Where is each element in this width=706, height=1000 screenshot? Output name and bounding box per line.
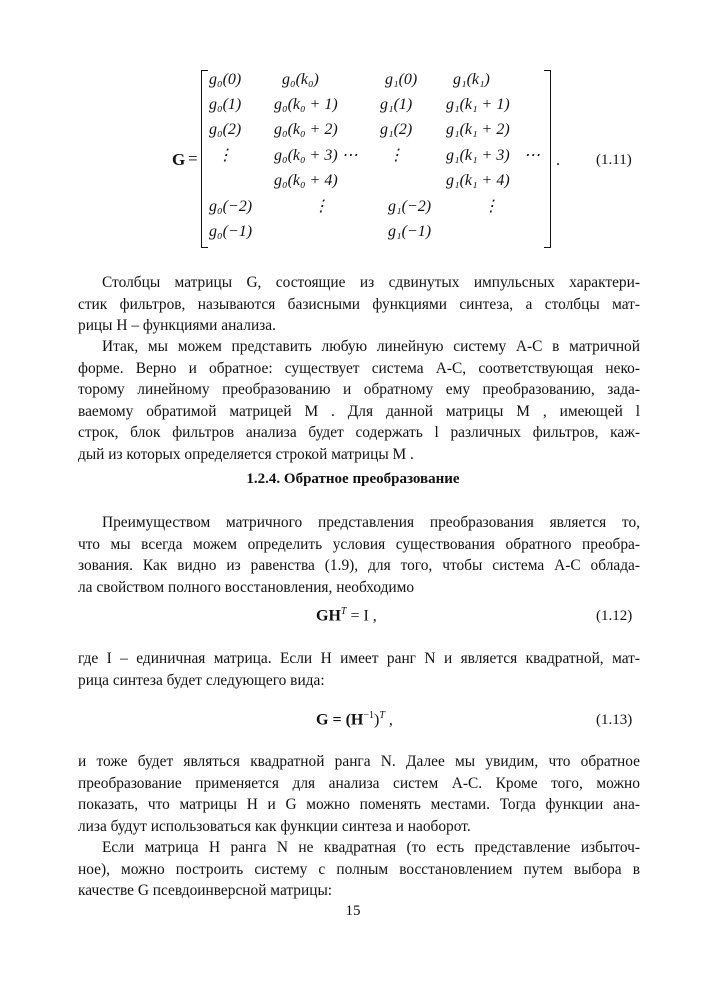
paragraph-square-rank (78, 751, 640, 837)
matrix-cell: g₁(k₁ + 2) (446, 121, 510, 138)
matrix-cell: g₀(1) (209, 96, 242, 113)
text-line: рица синтеза будет следующего вида: (78, 671, 325, 689)
matrix-cell: ⋮ (313, 198, 329, 215)
matrix-end-dot: . (556, 152, 560, 169)
text-line: стик фильтров, называются базисными функциями синтеза, а столбцы мат- (78, 295, 640, 313)
eq-mid: ) (373, 711, 380, 729)
text-line: ла свойством полного восстановления, необходимо (78, 578, 415, 596)
text-line: качестве G псевдоинверсной матрицы: (78, 882, 333, 899)
matrix-cell: g₁(−1) (388, 223, 432, 240)
section-heading: 1.2.4. Обратное преобразование (246, 471, 460, 487)
matrix-cell: g₁(−2) (388, 198, 432, 215)
eq-lhs: G = (H (316, 711, 364, 729)
matrix-cell: g₀(k₀ + 4) (274, 172, 338, 189)
matrix-cell: g₀(−2) (209, 198, 253, 215)
text-line: лиза будут использоваться как функции синтеза и наоборот. (78, 817, 471, 835)
eq-tail: , (384, 711, 393, 729)
text-line: дый из которых определяется строкой матрицы M . (78, 445, 414, 463)
matrix-cell: g₁(0) (385, 71, 418, 88)
text-line: Итак, мы можем представить любую линейную систему А-С в матричной (102, 338, 640, 355)
text-line: показать, что матрицы H и G можно поменять местами. Тогда функции ана- (78, 796, 640, 813)
text-line: ное), можно построить систему с полным восстановлением путем выбора в (78, 860, 640, 878)
eq-lhs: GH (316, 607, 341, 625)
matrix-cell: g₁(2) (380, 121, 413, 138)
text-line: Преимуществом матричного представления преобразования является то, (102, 514, 640, 531)
matrix-cell: g₁(k₁ + 4) (446, 172, 510, 189)
eq-superscript: −1 (363, 710, 374, 721)
text-line: торому линейному преобразованию и обратному ему преобразованию, зада- (78, 381, 640, 398)
text-line: что мы всегда можем определить условия существования обратного преобра- (78, 535, 640, 553)
eq-superscript: T (379, 710, 385, 721)
matrix-cell: ⋮ (483, 198, 499, 215)
page-number: 15 (345, 903, 361, 919)
text-line: и тоже будет являться квадратной ранга N. Далее мы увидим, что обратное (78, 753, 640, 770)
matrix-cell: g₀(k₀ + 1) (274, 96, 338, 113)
eq-superscript: T (340, 606, 347, 617)
matrix-cell: g₀(k₀ + 3) ⋯ (274, 147, 358, 164)
matrix-cell: g₀(k₀ + 2) (274, 121, 338, 138)
matrix-cell: ⋯ (524, 147, 540, 164)
matrix-lhs: G (172, 150, 186, 169)
matrix-cell: g₀(0) (209, 71, 242, 88)
text-line: где I – единичная матрица. Если H имеет ранг N и является квадратной, мат- (78, 650, 640, 667)
matrix-cell: g₀(−1) (209, 223, 253, 240)
matrix-cell: g₁(k₁) (453, 71, 490, 88)
equals-sign: = (188, 149, 198, 168)
matrix-cell: g₁(1) (380, 96, 413, 113)
paragraph-inverse-condition (78, 512, 640, 598)
equation-number: (1.12) (596, 608, 633, 624)
equation-number: (1.13) (596, 712, 633, 728)
matrix-cell: g₀(2) (209, 121, 242, 138)
text-line: строк, блок фильтров анализа будет содержать l различных фильтров, каж- (78, 424, 640, 441)
text-line: зования. Как видно из равенства (1.9), для того, чтобы система А-С облада- (78, 557, 640, 574)
paragraph-pseudoinverse (78, 837, 640, 902)
matrix-cell: ⋮ (217, 147, 233, 164)
right-bracket (544, 70, 551, 248)
paragraph-synthesis-basis (78, 272, 640, 337)
eq-rhs: = I , (346, 607, 377, 625)
text-line: Столбцы матрицы G, состоящие из сдвинутых импульсных характери- (102, 274, 640, 291)
matrix-cell: g₀(k₀) (282, 71, 319, 88)
matrix-cell: g₁(k₁ + 3) (446, 147, 510, 164)
text-line: ваемому обратимой матрицей M . Для данной матрицы M , имеющей l (78, 402, 640, 420)
paragraph-identity-matrix (78, 648, 640, 691)
equation-number: (1.11) (596, 152, 632, 168)
text-line: преобразование применяется для анализа систем А-С. Кроме того, можно (78, 774, 640, 792)
text-line: форме. Верно и обратное: существует система А-С, соответствующая неко- (78, 359, 640, 377)
left-bracket (201, 70, 208, 248)
text-line: Если матрица H ранга N не квадратная (то есть представление избыточ- (102, 839, 640, 856)
matrix-cell: g₁(k₁ + 1) (446, 96, 510, 113)
text-line: рицы H – функциями анализа. (78, 317, 276, 334)
matrix-cell: ⋮ (388, 147, 404, 164)
paragraph-matrix-form (78, 336, 640, 465)
